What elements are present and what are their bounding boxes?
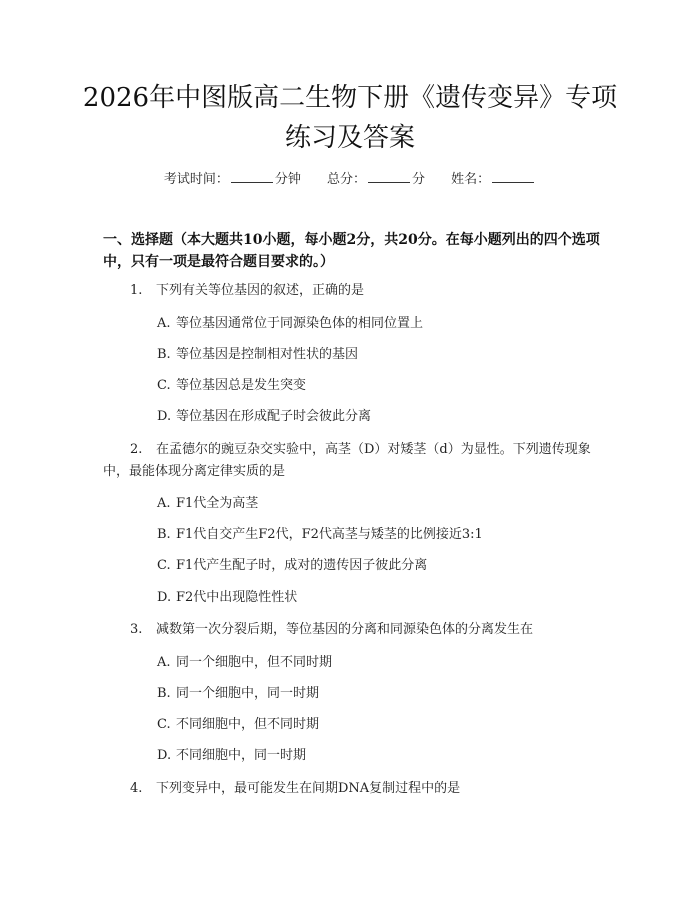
option-text: 等位基因通常位于同源染色体的相同位置上 xyxy=(176,316,424,331)
option-letter: C. xyxy=(157,717,171,732)
question-text: 在孟德尔的豌豆杂交实验中，高茎（D）对矮茎（d）为显性。下列遗传现象中，最能体现分离定律实质的是 xyxy=(103,442,591,479)
time-unit: 分钟 xyxy=(274,172,301,187)
option-text: 等位基因总是发生突变 xyxy=(176,378,307,393)
time-label: 考试时间： xyxy=(163,172,229,187)
question-number: 4. xyxy=(130,781,143,796)
question-1 xyxy=(103,280,603,302)
option-2b xyxy=(157,526,483,544)
option-letter: C. xyxy=(157,378,171,393)
option-text: F2代中出现隐性性状 xyxy=(176,590,298,605)
score-label: 总分： xyxy=(326,172,366,187)
option-text: 等位基因在形成配子时会彼此分离 xyxy=(176,409,372,424)
option-2d xyxy=(157,589,297,607)
option-text: F1代产生配子时，成对的遗传因子彼此分离 xyxy=(176,558,428,573)
document-title: 2026年中图版高二生物下册《遗传变异》专项练习及答案 xyxy=(82,83,618,153)
option-1b xyxy=(157,346,358,364)
question-2 xyxy=(103,439,603,483)
option-1c xyxy=(157,377,306,395)
option-text: F1代自交产生F2代，F2代高茎与矮茎的比例接近3:1 xyxy=(176,527,483,542)
option-letter: A. xyxy=(157,496,171,511)
name-label: 姓名： xyxy=(451,172,491,187)
option-letter: A. xyxy=(157,316,171,331)
question-3 xyxy=(103,619,603,641)
option-letter: D. xyxy=(157,748,172,763)
option-text: F1代全为高茎 xyxy=(176,496,259,511)
option-letter: D. xyxy=(157,409,172,424)
option-letter: D. xyxy=(157,590,172,605)
question-text: 下列有关等位基因的叙述，正确的是 xyxy=(156,283,365,298)
option-1d xyxy=(157,408,371,426)
question-number: 1. xyxy=(130,283,143,298)
option-2c xyxy=(157,557,427,575)
option-3c xyxy=(157,716,319,734)
option-letter: B. xyxy=(157,686,171,701)
question-4 xyxy=(103,778,603,800)
option-1a xyxy=(157,315,423,333)
option-text: 不同细胞中，但不同时期 xyxy=(176,717,320,732)
time-field xyxy=(164,168,301,187)
score-blank xyxy=(368,170,410,183)
option-3b xyxy=(157,685,319,703)
option-2a xyxy=(157,495,258,513)
option-3a xyxy=(157,654,332,672)
question-number: 2. xyxy=(130,442,143,457)
section-heading: 一、选择题（本大题共10小题，每小题2分，共20分。在每小题列出的四个选项中，只有一项是最符合题目要求的。） xyxy=(103,232,600,270)
question-number: 3. xyxy=(130,622,143,637)
score-unit: 分 xyxy=(412,172,426,187)
exam-meta xyxy=(0,168,700,187)
score-field xyxy=(327,168,425,187)
question-text: 下列变异中，最可能发生在间期DNA复制过程中的是 xyxy=(156,781,461,796)
option-text: 等位基因是控制相对性状的基因 xyxy=(176,347,359,362)
time-blank xyxy=(231,170,273,183)
question-text: 减数第一次分裂后期，等位基因的分离和同源染色体的分离发生在 xyxy=(156,622,534,637)
name-blank xyxy=(492,170,534,183)
name-field xyxy=(451,168,536,187)
option-letter: B. xyxy=(157,347,171,362)
option-3d xyxy=(157,747,306,765)
option-letter: A. xyxy=(157,655,171,670)
option-text: 同一个细胞中，但不同时期 xyxy=(176,655,333,670)
option-text: 不同细胞中，同一时期 xyxy=(176,748,307,763)
option-letter: B. xyxy=(157,527,171,542)
option-letter: C. xyxy=(157,558,171,573)
option-text: 同一个细胞中，同一时期 xyxy=(176,686,320,701)
